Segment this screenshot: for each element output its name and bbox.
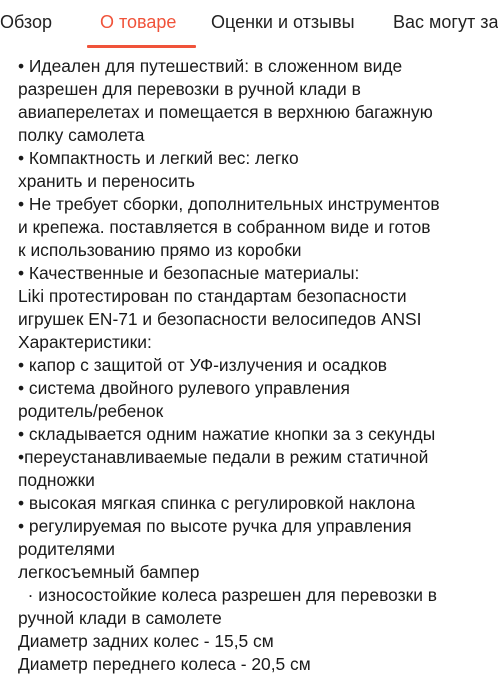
description-line: • Качественные и безопасные материалы: [18,263,360,283]
description-line: и крепежа. поставляется в собранном виде и готов [18,217,431,237]
description-line: родителями [18,539,115,559]
description-line: Характеристики: [18,332,152,352]
description-line: полку самолета [18,125,145,145]
description-line: • Не требует сборки, дополнительных инструментов [18,194,440,214]
description-line: родитель/ребенок [18,401,164,421]
description-line: подножки [18,470,95,490]
description-line: к использованию прямо из коробки [18,240,302,260]
description-line: разрешен для перевозки в ручной клади в [18,79,361,99]
product-description [18,45,492,699]
description-line: • Идеален для путешествий: в сложенном виде [18,56,403,76]
description-line: • складывается одним нажатие кнопки за з секунды [18,424,436,444]
tab-reviews[interactable]: Оценки и отзывы [211,12,355,32]
description-line: авиаперелетах и помещается в верхнюю багажную [18,102,433,122]
description-line: •переустанавливаемые педали в режим статичной [18,447,429,467]
description-line: • высокая мягкая спинка с регулировкой наклона [18,493,416,513]
description-line: · износостойкие колеса разрешен для перевозки в [18,585,437,605]
description-line: игрушек EN-71 и безопасности велосипедов ANSI [18,309,422,329]
description-line: Диаметр переднего колеса - 20,5 см [18,654,311,674]
tab-overview[interactable]: Обзор [0,12,52,32]
tab-bar [0,0,498,48]
description-line: Liki протестирован по стандартам безопасности [18,286,407,306]
description-line: • Компактность и легкий вес: легко [18,148,299,168]
description-line: • регулируемая по высоте ручка для управления [18,516,412,536]
description-line: легкосъемный бампер [18,562,200,582]
description-line: хранить и переносить [18,171,195,191]
description-line: ручной клади в самолете [18,608,222,628]
description-line: Диаметр задних колес - 15,5 см [18,631,274,651]
description-line: • система двойного рулевого управления [18,378,350,398]
tab-you-may-like[interactable]: Вас могут за [393,12,498,32]
tab-product-info[interactable]: О товаре [100,12,177,32]
description-line: • капор с защитой от УФ-излучения и осадков [18,355,388,375]
